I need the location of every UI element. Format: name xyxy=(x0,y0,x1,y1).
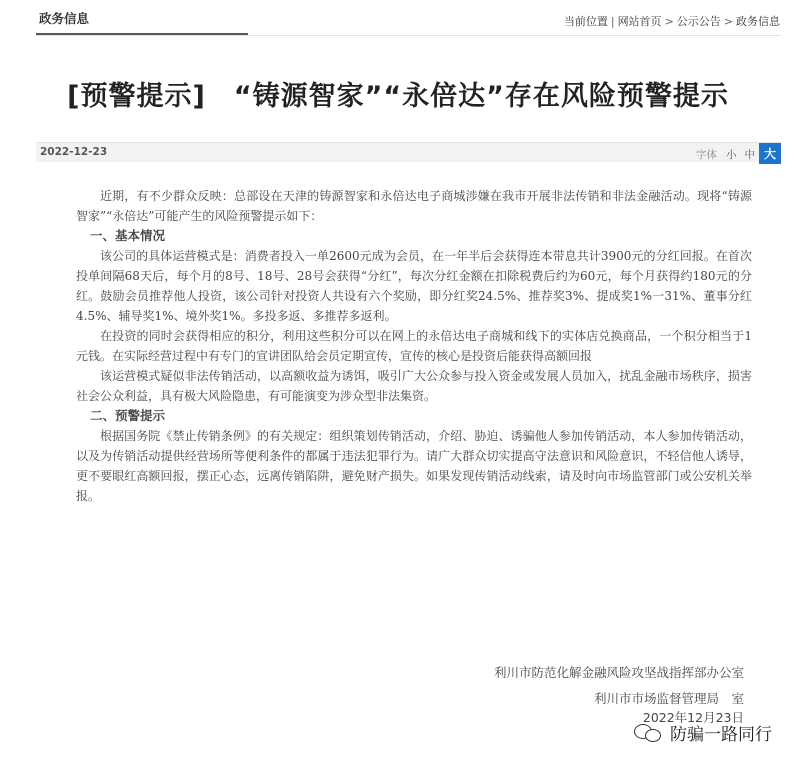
breadcrumb-divider: | xyxy=(610,15,615,28)
warning-paragraph: 根据国务院《禁止传销条例》的有关规定：组织策划传销活动，介绍、胁迫、诱骗他人参加传销活动，本人参加传销活动，以及为传销活动提供经营场所等便利条件的都属于违法犯罪行为。请广大群众切实提高守法意识和风险意识，不轻信他人诱导，更不要眼红高额回报，摆正心态，远离传销陷阱，避免财产损失。如果发现传销活动线索，请及时向市场监管部门或公安机关举报。 xyxy=(76,429,752,503)
watermark-text: 防骗一路同行 xyxy=(670,725,772,745)
font-size-switcher xyxy=(691,143,781,163)
font-size-medium-button[interactable]: 中 xyxy=(744,149,755,161)
article-title: [预警提示] “铸源智家”“永倍达”存在风险预警提示 xyxy=(67,81,729,112)
publish-date: 2022-12-23 xyxy=(40,146,108,158)
section-heading-warning: 二、预警提示 xyxy=(90,408,166,423)
wechat-icon xyxy=(634,722,664,744)
font-size-label: 字体 xyxy=(695,149,717,161)
breadcrumb-separator: > xyxy=(723,15,733,28)
header-divider xyxy=(36,35,781,36)
intro-paragraph: 近期，有不少群众反映：总部设在天津的铸源智家和永倍达电子商城涉嫌在我市开展非法传销和非法金融活动。现将“铸源智家”“永倍达”可能产生的风险预警提示如下： xyxy=(76,189,752,223)
section-heading-basic-info: 一、基本情况 xyxy=(90,228,166,243)
font-size-large-button[interactable]: 大 xyxy=(759,143,781,164)
watermark xyxy=(634,720,772,745)
signature-block xyxy=(344,660,744,712)
signature-bureau: 利川市市场监督管理局 室 xyxy=(593,691,744,706)
signature-date: 2022年12月23日 xyxy=(642,710,744,725)
breadcrumb-announcements-link[interactable]: 公示公告 xyxy=(676,15,721,28)
risk-paragraph: 该运营模式疑似非法传销活动，以高额收益为诱饵，吸引广大公众参与投入资金或发展人员加入，扰乱金融市场秩序，损害社会公众利益，具有极大风险隐患，有可能演变为涉众型非法集资。 xyxy=(76,369,752,403)
top-bar xyxy=(0,0,796,38)
font-size-small-button[interactable]: 小 xyxy=(725,149,737,161)
article-info-bar xyxy=(36,142,781,162)
breadcrumb-separator: > xyxy=(664,15,674,28)
points-paragraph: 在投资的同时会获得相应的积分，利用这些积分可以在网上的永倍达电子商城和线下的实体店兑换商品，一个积分相当于1元钱。在实际经营过程中有专门的宣讲团队给会员定期宣传，宣传的核心是投资后能获得高额回报 xyxy=(76,329,752,363)
signature-office: 利川市防范化解金融风险攻坚战指挥部办公室 xyxy=(493,665,744,680)
breadcrumb-government-info-link[interactable]: 政务信息 xyxy=(736,15,780,28)
breadcrumb-prefix: 当前位置 xyxy=(563,15,608,28)
breadcrumb-home-link[interactable]: 网站首页 xyxy=(617,15,662,28)
article-body xyxy=(76,186,752,506)
section-name: 政务信息 xyxy=(39,11,90,26)
breadcrumb xyxy=(564,13,780,29)
operation-mode-paragraph: 该公司的具体运营模式是：消费者投入一单2600元成为会员，在一年半后会获得连本带息共计3900元的分红回报。在首次投单间隔68天后，每个月的8号、18号、28号会获得“分红”，每次分红金额在扣除税费后约为60元，每个月获得约180元的分红。鼓励会员推荐他人投资，该公司针对投资人共设有六个奖励，即分红奖24.5%、推荐奖3%、提成奖1%一31%、董事分红4.5%、辅导奖1%、境外奖1%。多投多返、多推荐多返利。 xyxy=(76,249,752,323)
